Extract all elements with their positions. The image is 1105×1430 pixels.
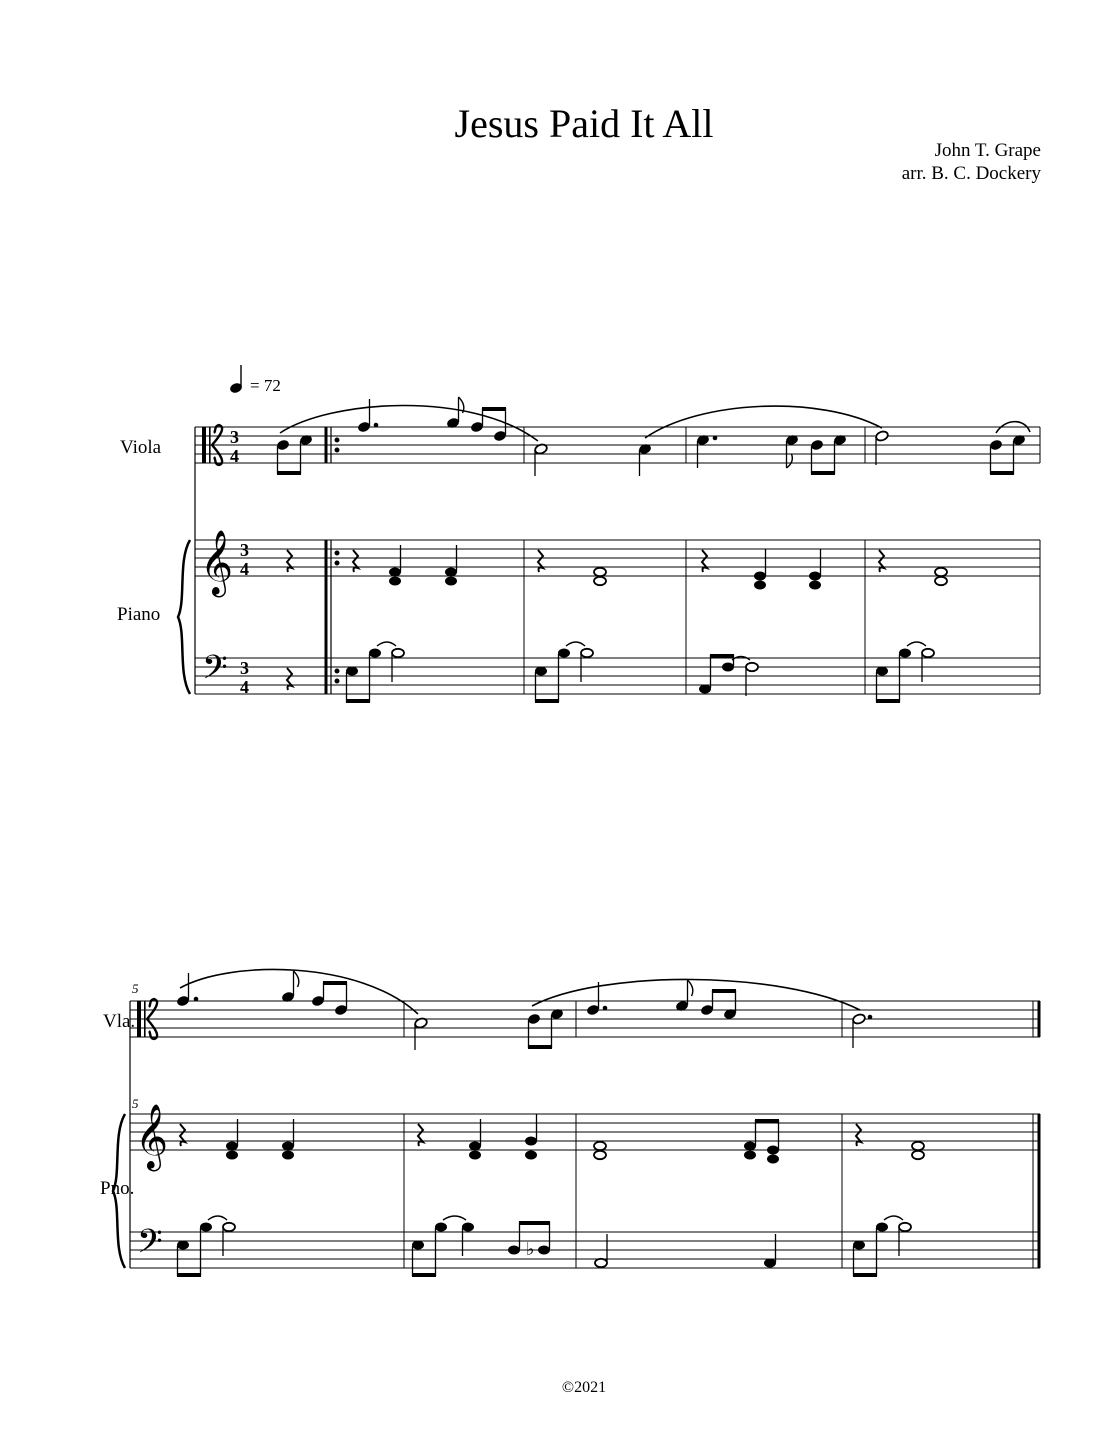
- composer-credit: John T. Grape: [934, 140, 1041, 161]
- instrument-label-viola: Viola: [120, 437, 162, 458]
- viola-staff-2: [130, 1001, 1040, 1037]
- tempo-marking: [229, 365, 281, 395]
- arranger-credit: arr. B. C. Dockery: [901, 163, 1041, 184]
- piano-treble-staff-2: [130, 1114, 1040, 1150]
- bass-clef: 𝄢: [137, 1223, 163, 1268]
- time-sig-top: 3: [240, 658, 249, 678]
- time-sig-top: 3: [240, 540, 249, 560]
- time-sig-bottom: 4: [230, 446, 239, 466]
- piano-notes-2: [177, 1114, 1039, 1276]
- piano-bass-staff-1: [195, 658, 1040, 694]
- piano-treble-staff-1: [195, 540, 1040, 576]
- system-2: [113, 969, 1040, 1276]
- measure-number: 5: [132, 981, 139, 996]
- time-sig-top: 3: [230, 427, 239, 447]
- treble-clef: 𝄞: [200, 532, 234, 594]
- instrument-label-viola-short: Vla.: [103, 1011, 136, 1032]
- time-sig-bottom: 4: [240, 559, 249, 579]
- copyright: ©2021: [561, 1379, 607, 1396]
- piano-notes-1: [287, 540, 1040, 702]
- viola-slurs-2: [180, 969, 860, 1014]
- viola-staff-1: [195, 427, 1040, 463]
- piano-brace: [178, 540, 190, 694]
- bass-clef: 𝄢: [202, 649, 228, 694]
- tempo-text: = 72: [250, 376, 281, 395]
- page-title: Jesus Paid It All: [454, 101, 714, 146]
- instrument-label-piano-short: Pno.: [100, 1178, 135, 1199]
- instrument-label-piano: Piano: [117, 604, 161, 625]
- time-sig-bottom: 4: [240, 677, 249, 697]
- piano-bass-staff-2: [130, 1232, 1040, 1268]
- measure-number: 5: [132, 1096, 139, 1111]
- system-1: [178, 365, 1040, 702]
- treble-clef: 𝄞: [135, 1106, 169, 1168]
- flat-accidental: ♭: [526, 1239, 535, 1259]
- piano-brace: [113, 1114, 125, 1268]
